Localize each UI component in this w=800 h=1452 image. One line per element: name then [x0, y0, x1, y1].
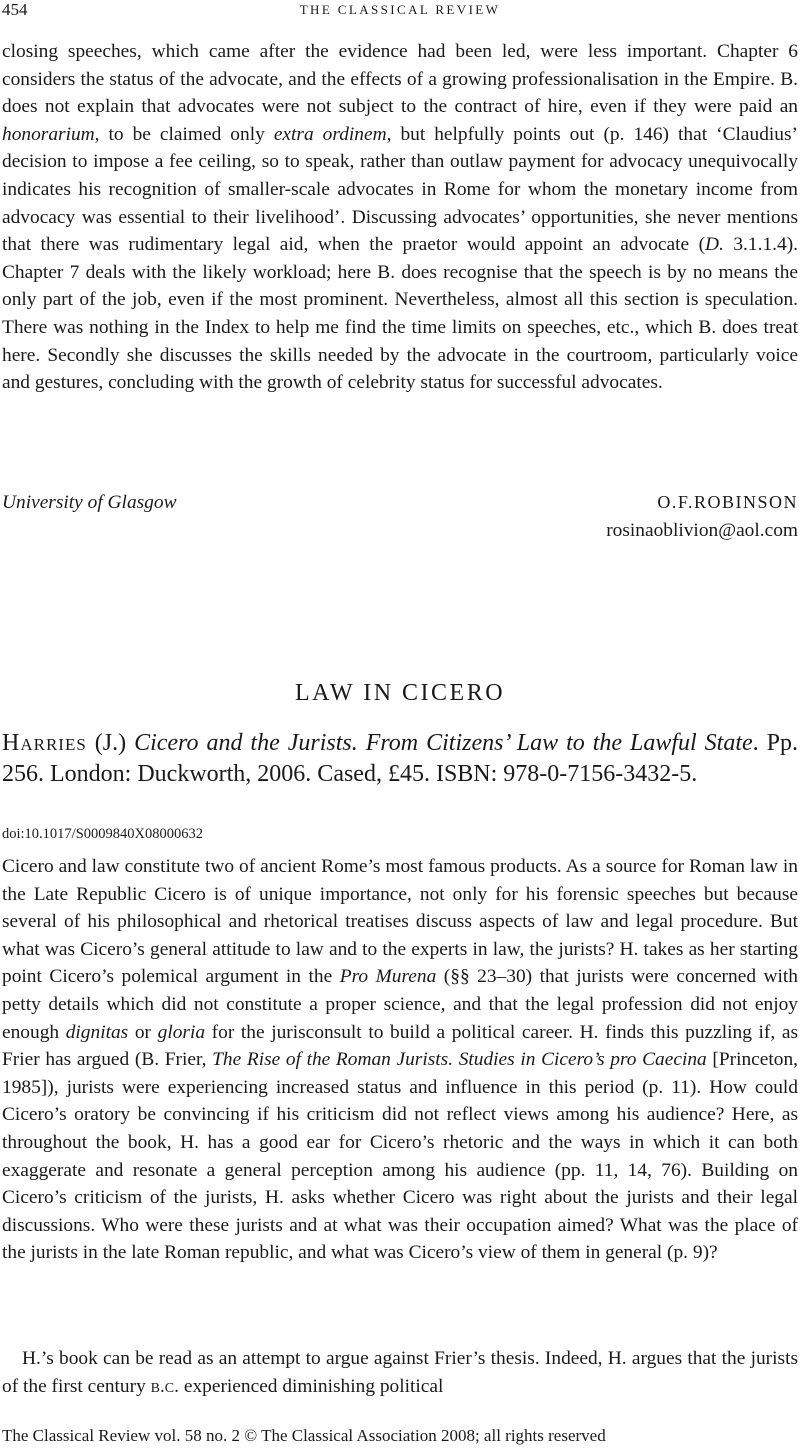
reviewer-name: O.F.ROBINSON	[657, 492, 798, 512]
book-title: Cicero and the Jurists. From Citizens’ Law to the Lawful State	[134, 730, 753, 756]
book-citation: Harries (J.) Cicero and the Jurists. From Citizens’ Law to the Lawful State. Pp. 256. London: Duckworth, 2006. Cased, £45. ISBN: 978-0-7156-3432-5.	[2, 730, 798, 787]
review2-paragraph-1: Cicero and law constitute two of ancient Rome’s most famous products. As a source for Roman law in the Late Republic Cicero is of unique importance, not only for his forensic speeches but because several of his philosophical and rhetorical treatises discuss aspects of law and legal procedure. But what was Cicero’s general attitude to law and to the experts in law, the jurists? H. takes as her starting point Cicero’s polemical argument in the Pro Murena (§§ 23–30) that jurists were concerned with petty details which did not constitute a proper science, and that the legal profession did not enjoy enough dignitas or gloria for the jurisconsult to build a political career. H. finds this puzzling if, as Frier has argued (B. Frier, The Rise of the Roman Jurists. Studies in Cicero’s pro Caecina [Princeton, 1985]), jurists were experiencing increased status and influence in this period (p. 11). How could Cicero’s oratory be convincing if his criticism did not reflect views among his audience? Here, as throughout the book, H. has a good ear for Cicero’s rhetoric and the ways in which it can both exaggerate and resonate a general perception among his audience (pp. 11, 14, 76). Building on Cicero’s criticism of the jurists, H. asks whether Cicero was right about the jurists and their legal discussions. Who were these jurists and at what was their occupation aimed? What was the place of the jurists in the late Roman republic, and what was Cicero’s view of them in general (p. 9)?	[2, 856, 799, 1264]
reviewer-email: rosinaoblivion@aol.com	[606, 520, 798, 541]
running-title: THE CLASSICAL REVIEW	[299, 2, 501, 17]
review1-paragraph: closing speeches, which came after the evidence had been led, were less important. Chapter 6 considers the status of the advocate, and the effects of a growing professionalisation in the Empire. B. does not explain that advocates were not subject to the contract of hire, even if they were paid an honorarium, to be claimed only extra ordinem, but helpfully points out (p. 146) that ‘Claudius’ decision to impose a fee ceiling, so to speak, rather than outlaw payment for advocacy unequivocally indicates his recognition of smaller-scale advocates in Rome for whom the monetary income from advocacy was essential to their livelihood’. Discussing advocates’ opportunities, she never mentions that there was rudimentary legal aid, when the praetor would appoint an advocate (D. 3.1.1.4). Chapter 7 deals with the likely workload; here B. does recognise that the speech is by no means the only part of the job, even if the most prominent. Nevertheless, almost all this section is speculation. There was nothing in the Index to help me find the time limits on speeches, etc., which B. does treat here. Secondly she discusses the skills needed by the advocate in the courtroom, particularly voice and gestures, concluding with the growth of celebrity status for successful advocates.	[2, 41, 798, 394]
book-pub-info: . Pp. 256. London: Duckworth, 2006. Cased, £45. ISBN: 978-0-7156-3432-5.	[2, 730, 798, 787]
section-title: LAW IN CICERO	[294, 680, 506, 706]
running-header	[0, 0, 800, 28]
page-footer: The Classical Review vol. 58 no. 2 © The Classical Association 2008; all rights reserved	[2, 1426, 606, 1445]
doi: doi:10.1017/S0009840X08000632	[2, 826, 203, 842]
book-author: Harries	[2, 730, 87, 756]
reviewer-affiliation: University of Glasgow	[2, 492, 177, 513]
review2-paragraph-2: H.’s book can be read as an attempt to argue against Frier’s thesis. Indeed, H. argues that the jurists of the first century b.c. experienced diminishing political	[2, 1348, 798, 1397]
page-number: 454	[2, 0, 28, 19]
